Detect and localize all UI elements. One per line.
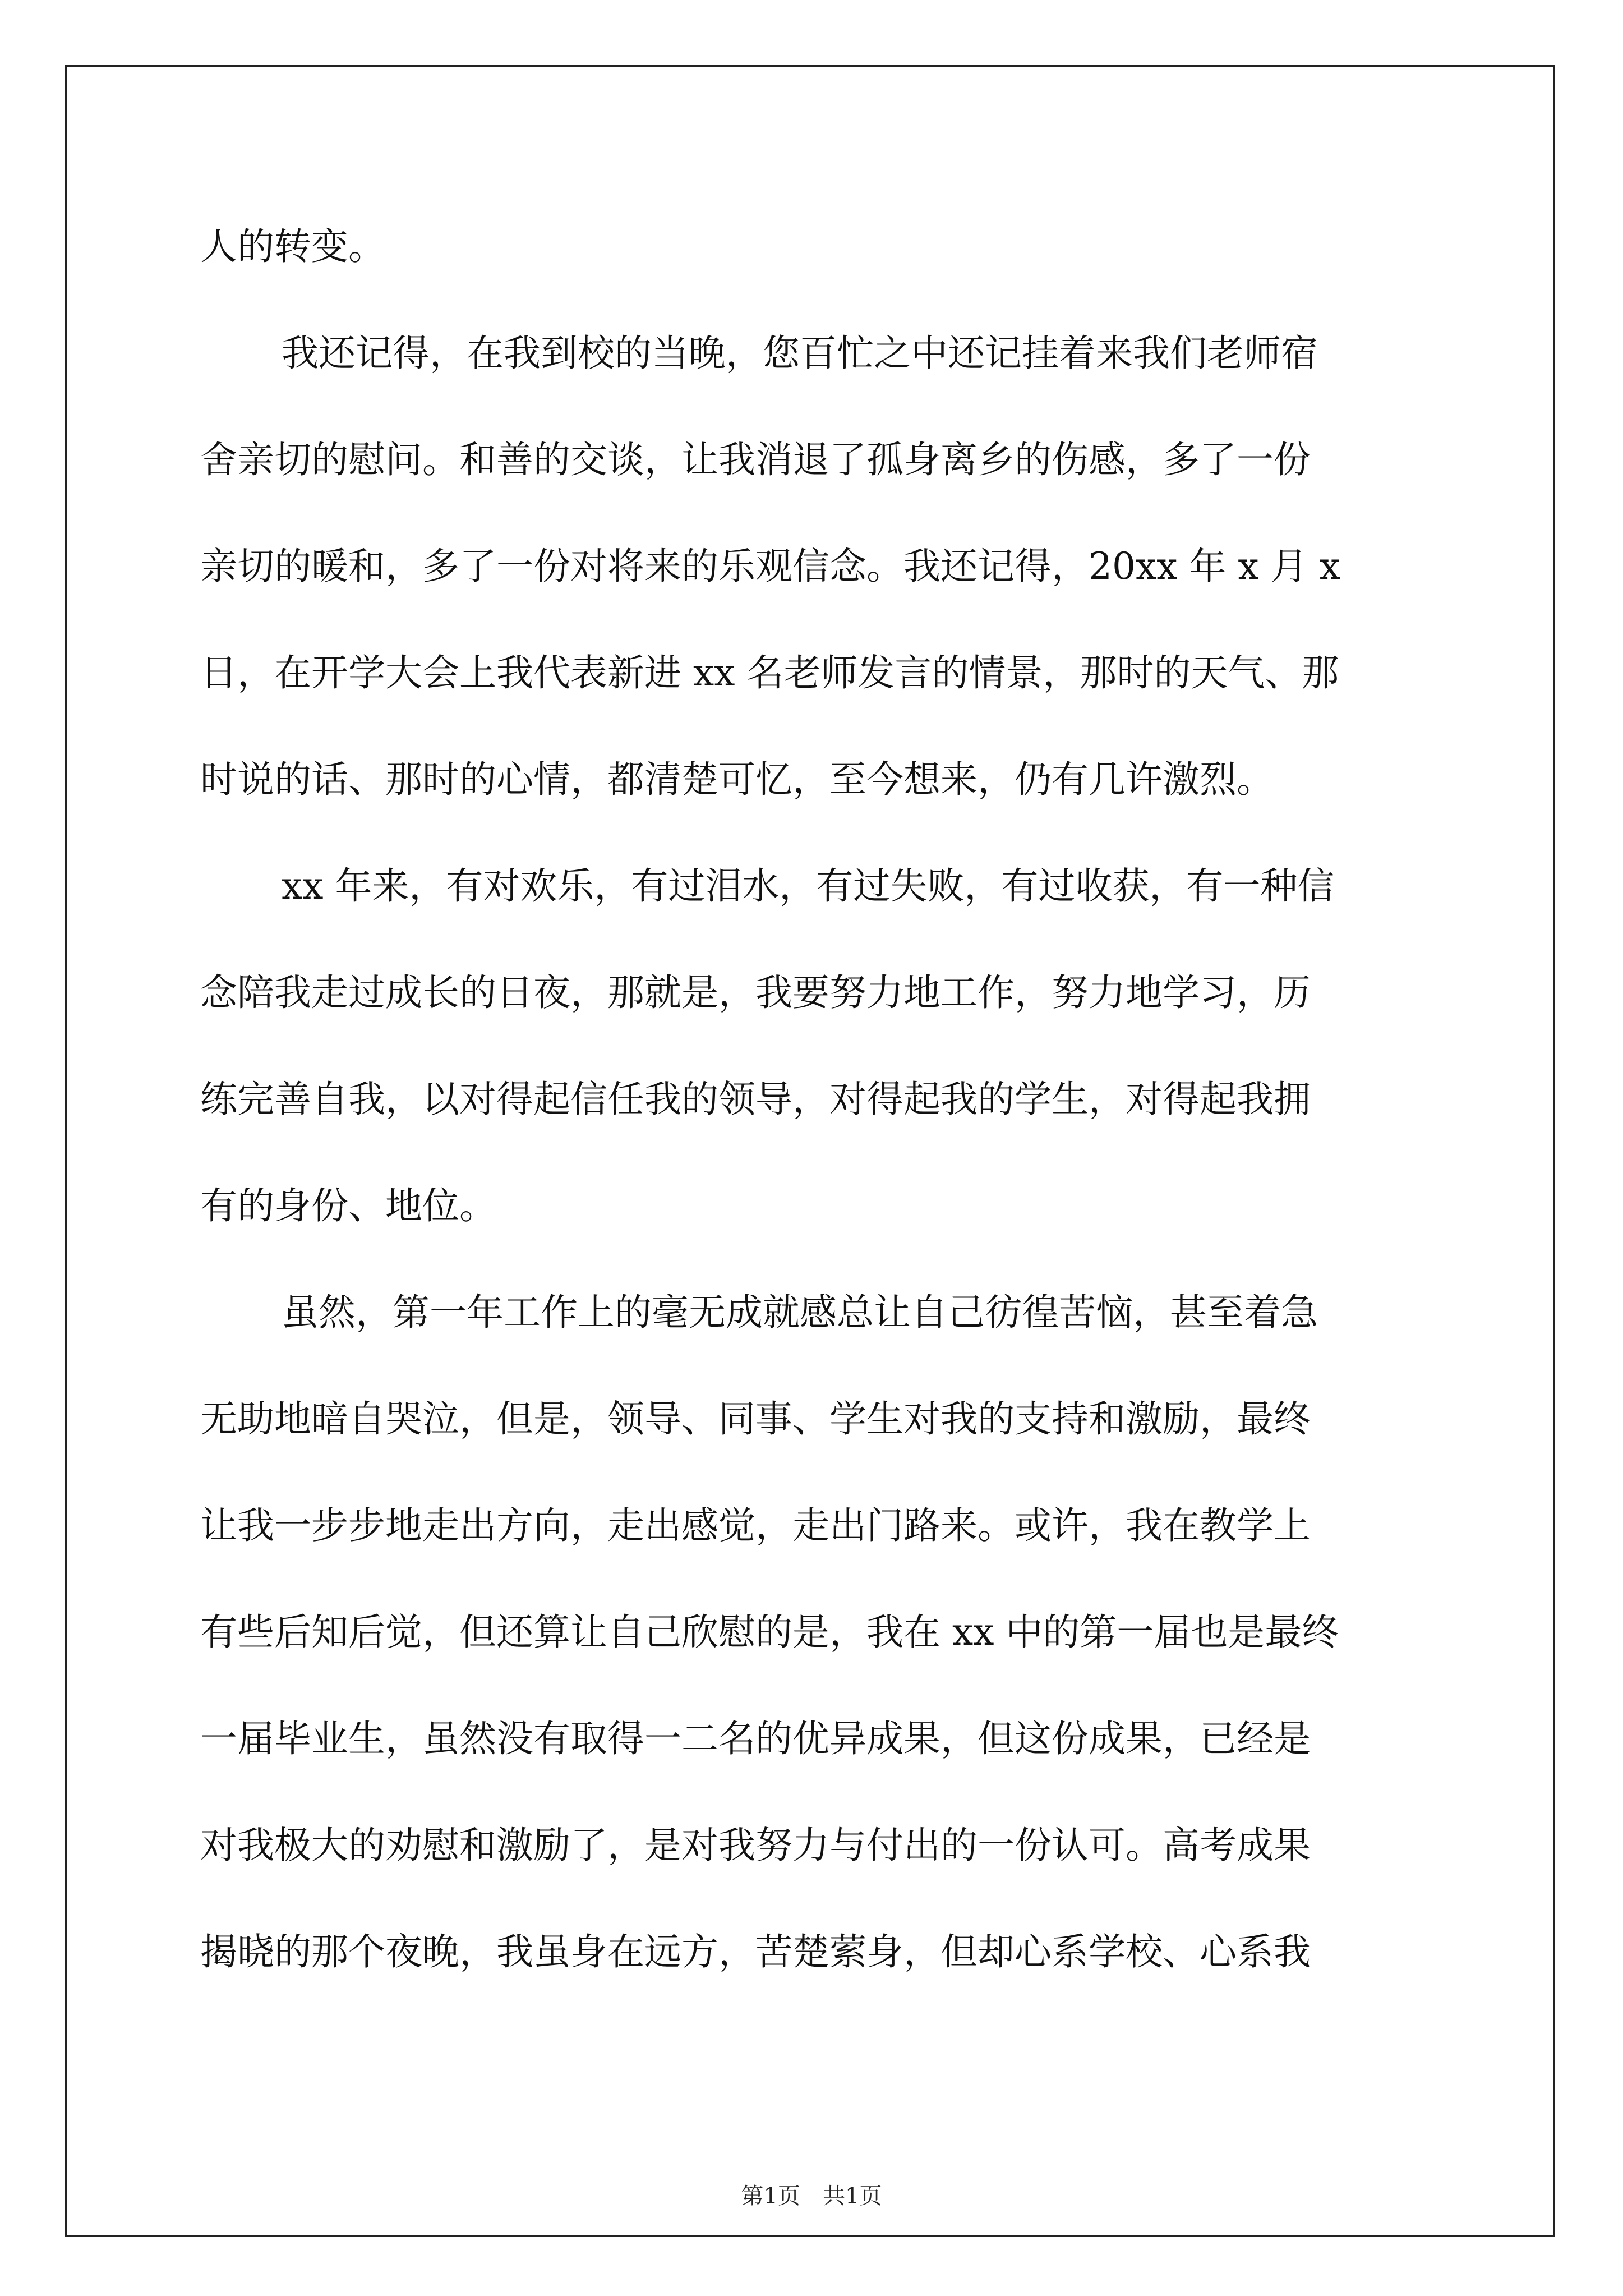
text-line: 亲切的暖和，多了一份对将来的乐观信念。我还记得，20xx 年 x 月 x [200,545,1340,588]
text-line: 对我极大的劝慰和激励了，是对我努力与付出的一份认可。高考成果 [200,1824,1311,1867]
text-line: 揭晓的那个夜晚，我虽身在远方，苦楚萦身，但却心系学校、心系我 [200,1930,1311,1973]
paragraph [200,1259,1423,2005]
paragraph [200,194,1423,300]
document-body [200,194,1423,2005]
page-number: 第1页 [741,2183,800,2209]
text-line: 一届毕业生，虽然没有取得一二名的优异成果，但这份成果，已经是 [200,1717,1311,1760]
text-line: 无助地暗自哭泣，但是，领导、同事、学生对我的支持和激励，最终 [200,1397,1311,1441]
text-line: 我还记得，在我到校的当晚，您百忙之中还记挂着来我们老师宿 [282,332,1318,375]
text-line: 有些后知后觉，但还算让自己欣慰的是，我在 xx 中的第一届也是最终 [200,1611,1339,1654]
text-line: 舍亲切的慰问。和善的交谈，让我消退了孤身离乡的伤感，多了一份 [200,438,1311,481]
text-line: 时说的话、那时的心情，都清楚可忆，至今想来，仍有几许激烈。 [200,758,1274,801]
text-line: 让我一步步地走出方向，走出感觉，走出门路来。或许，我在教学上 [200,1504,1311,1547]
paragraph [200,833,1423,1259]
text-line: 练完善自我，以对得起信任我的领导，对得起我的学生，对得起我拥 [200,1078,1311,1121]
paragraph [200,300,1423,833]
text-line: 有的身份、地位。 [200,1184,496,1227]
text-line: 人的转变。 [200,225,385,268]
text-line: 虽然，第一年工作上的毫无成就感总让自己彷徨苦恼，甚至着急 [282,1291,1318,1334]
page-footer [0,2179,1623,2213]
text-line: 日，在开学大会上我代表新进 xx 名老师发言的情景，那时的天气、那 [200,651,1339,694]
text-line: 念陪我走过成长的日夜，那就是，我要努力地工作，努力地学习，历 [200,971,1311,1014]
page-total: 共1页 [823,2183,882,2209]
text-line: xx 年来，有对欢乐，有过泪水，有过失败，有过收获，有一种信 [282,864,1335,908]
